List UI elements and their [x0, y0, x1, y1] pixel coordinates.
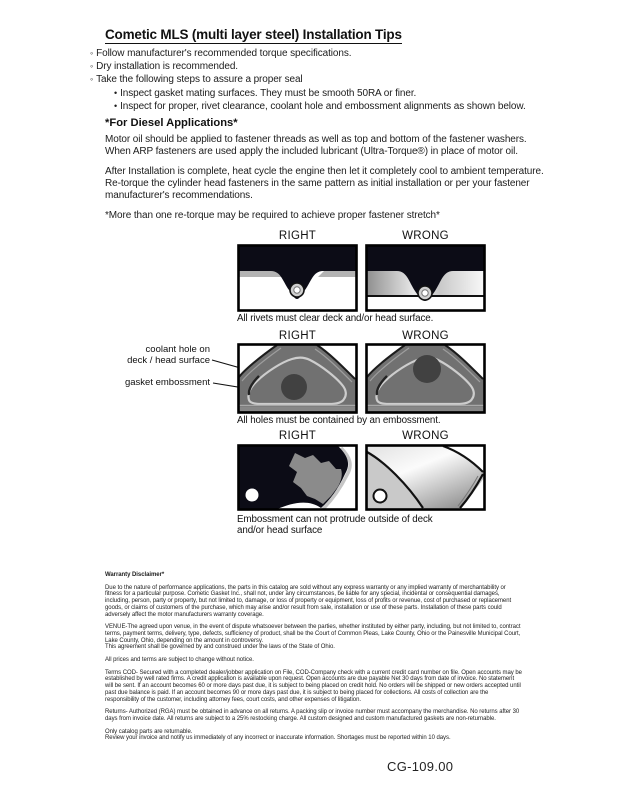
- list-item: ◦ Follow manufacturer's recommended torque specifications.: [90, 47, 560, 60]
- tips-list: [90, 47, 560, 113]
- diesel-paragraph-2: After Installation is complete, heat cycle the engine then let it completely cool to ambient temperature. Re-torque the cylinder head fasteners in the same pattern as initial installation or per your fastener manufacturer's recommendations.: [105, 166, 544, 201]
- gasket-embossment-callout: gasket embossment: [124, 377, 210, 388]
- fig1-caption: All rivets must clear deck and/or head surface.: [237, 313, 434, 324]
- disclaimer-heading: Warranty Disclaimer*: [105, 572, 165, 578]
- disclaimer-paragraph: Due to the nature of performance applications, the parts in this catalog are sold without any express warranty or any implied warranty of merchantability or fitness for a particular purpose. Cometic Gasket Inc., shall not, under any circumstances, be liable for any special, incidental or consequential damages, including, person, party or property, but not limited to, damage, or loss of property or equipment, loss of profits or revenue, cost of purchased or replacement goods, or claims of customers of the purchase, which may arise and/or result from sale, installation or use of these parts. Installation of these parts could adversely affect the motor manufacturers warranty coverage.: [105, 584, 512, 618]
- page-code: CG-109.00: [387, 759, 454, 774]
- diesel-heading: *For Diesel Applications*: [105, 117, 238, 129]
- fig3-wrong-label: WRONG: [402, 430, 449, 442]
- disclaimer-paragraph: All prices and terms are subject to change without notice.: [105, 657, 254, 664]
- fig3-right-diagram: [237, 444, 358, 511]
- fig2-right-diagram: [237, 343, 358, 414]
- page-title: Cometic MLS (multi layer steel) Installation Tips: [105, 27, 402, 42]
- fig1-wrong-diagram: [365, 244, 486, 312]
- list-item: ◦ Take the following steps to assure a proper seal: [90, 73, 560, 86]
- fig1-right-diagram: [237, 244, 358, 312]
- retorque-note: *More than one re-torque may be required to achieve proper fastener stretch*: [105, 210, 440, 221]
- disclaimer-paragraph: Returns- Authorized (RGA) must be obtained in advance on all returns. A packing slip or invoice number must accompany the merchandise. No returns after 30 days from invoice date. All returns are subject to a 25% restocking charge. All custom designed and custom manufactured gaskets are non-returnable.: [105, 709, 520, 722]
- warranty-disclaimer: [105, 572, 523, 748]
- fig3-wrong-diagram: [365, 444, 486, 511]
- fig3-right-label: RIGHT: [278, 430, 317, 442]
- disclaimer-paragraph: VENUE-The agreed upon venue, in the event of dispute whatsoever between the parties, whether instituted by either party, including, but not limited to, contract terms, payment terms, delivery, type, defects, sufficiency of product, shall be the Court of Common Pleas, Lake County, Ohio or the Painesville Municipal Court, Lake County, Ohio, depending on the amount in controversy.: [105, 624, 521, 644]
- list-item: • Inspect gasket mating surfaces. They must be smooth 50RA or finer.: [114, 87, 560, 100]
- fig2-wrong-diagram: [365, 343, 486, 414]
- disclaimer-paragraph: Only catalog parts are returnable.: [105, 728, 193, 735]
- fig1-wrong-label: WRONG: [402, 230, 449, 242]
- disclaimer-paragraph: Terms COD- Secured with a completed dealer/jobber application on File, COD-Company check with a current credit card number on file. Open accounts may be established by well rated firms. A credit application is available upon request. Open accounts are due payable Net 30 days from date of invoice. No statement will be sent. If an account becomes 60 or more days past due, it is subject to being placed on credit hold. No orders will be shipped or new orders accepted until past due balance is paid. If an account becomes 90 or more days past due, it is subject to being placed for collections. All costs of collection are the responsibility of the customer, including attorney fees, court costs, and other expenses of litigation.: [105, 669, 522, 703]
- fig2-wrong-label: WRONG: [402, 330, 449, 342]
- list-item: ◦ Dry installation is recommended.: [90, 60, 560, 73]
- fig3-caption: Embossment can not protrude outside of deck and/or head surface: [237, 514, 433, 536]
- fig2-caption: All holes must be contained by an embossment.: [237, 415, 441, 426]
- coolant-hole-callout: coolant hole on deck / head surface: [127, 344, 210, 366]
- diesel-paragraph-1: Motor oil should be applied to fastener threads as well as top and bottom of the fastener washers. When ARP fasteners are used apply the included lubricant (Ultra-Torque®) in place of motor oil.: [105, 134, 527, 157]
- disclaimer-paragraph: This agreement shall be governed by and construed under the laws of the State of Ohio.: [105, 644, 335, 651]
- fig1-right-label: RIGHT: [278, 230, 317, 242]
- page-title-wrap: [105, 26, 402, 44]
- list-item: • Inspect for proper, rivet clearance, coolant hole and embossment alignments as shown below.: [114, 100, 560, 113]
- disclaimer-paragraph: Review your invoice and notify us immediately of any incorrect or inaccurate information. Shortages must be reported within 10 days.: [105, 735, 451, 742]
- fig2-right-label: RIGHT: [278, 330, 317, 342]
